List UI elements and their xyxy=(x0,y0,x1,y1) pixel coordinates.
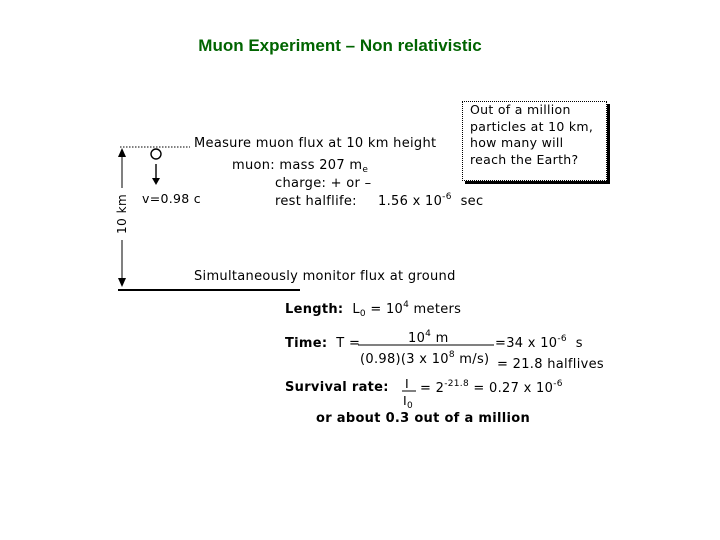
conclusion: or about 0.3 out of a million xyxy=(316,411,531,426)
time-numerator: $10^4$ m xyxy=(408,329,449,346)
question-box xyxy=(462,101,607,181)
muon-charge: charge: + or – xyxy=(275,176,372,191)
muon-halflife-value: 1.56 x $10^{-6}$ sec xyxy=(378,192,484,209)
question-line: particles at 10 km, xyxy=(470,118,594,134)
question-line: Out of a million xyxy=(470,102,571,117)
muon-mass: muon: mass 207 $m_e$ xyxy=(232,158,369,175)
muon-arrow-head xyxy=(152,178,160,185)
survival-label: Survival rate: xyxy=(285,380,389,395)
muon-circle xyxy=(151,149,161,159)
length-line: Length: $L_0 = 10^4$ meters xyxy=(285,300,462,319)
time-denominator: (0.98)(3 x $10^8$ m/s) xyxy=(360,350,490,367)
height-arrow-top xyxy=(118,148,126,157)
ground-label: Simultaneously monitor flux at ground xyxy=(194,269,456,284)
survival-denominator: $I_0$ xyxy=(403,393,414,411)
height-arrow-bottom xyxy=(118,278,126,287)
time-result: =34 x $10^{-6}$ s xyxy=(495,334,583,351)
page-title: Muon Experiment – Non relativistic xyxy=(198,36,482,55)
muon-halflife-label: rest halflife: xyxy=(275,194,357,209)
survival-expression: = $2^{-21.8} = 0.27$ x $10^{-6}$ xyxy=(420,379,563,396)
survival-numerator: I xyxy=(405,376,409,391)
halflives-result: = 21.8 halflives xyxy=(497,357,604,372)
question-line: reach the Earth? xyxy=(470,151,579,167)
height-label: 10 km xyxy=(115,193,129,234)
velocity-label: v=0.98 c xyxy=(142,191,201,206)
time-label: Time: T = xyxy=(285,336,361,351)
question-line: how many will xyxy=(470,135,564,150)
top-measure-label: Measure muon flux at 10 km height xyxy=(194,136,437,151)
